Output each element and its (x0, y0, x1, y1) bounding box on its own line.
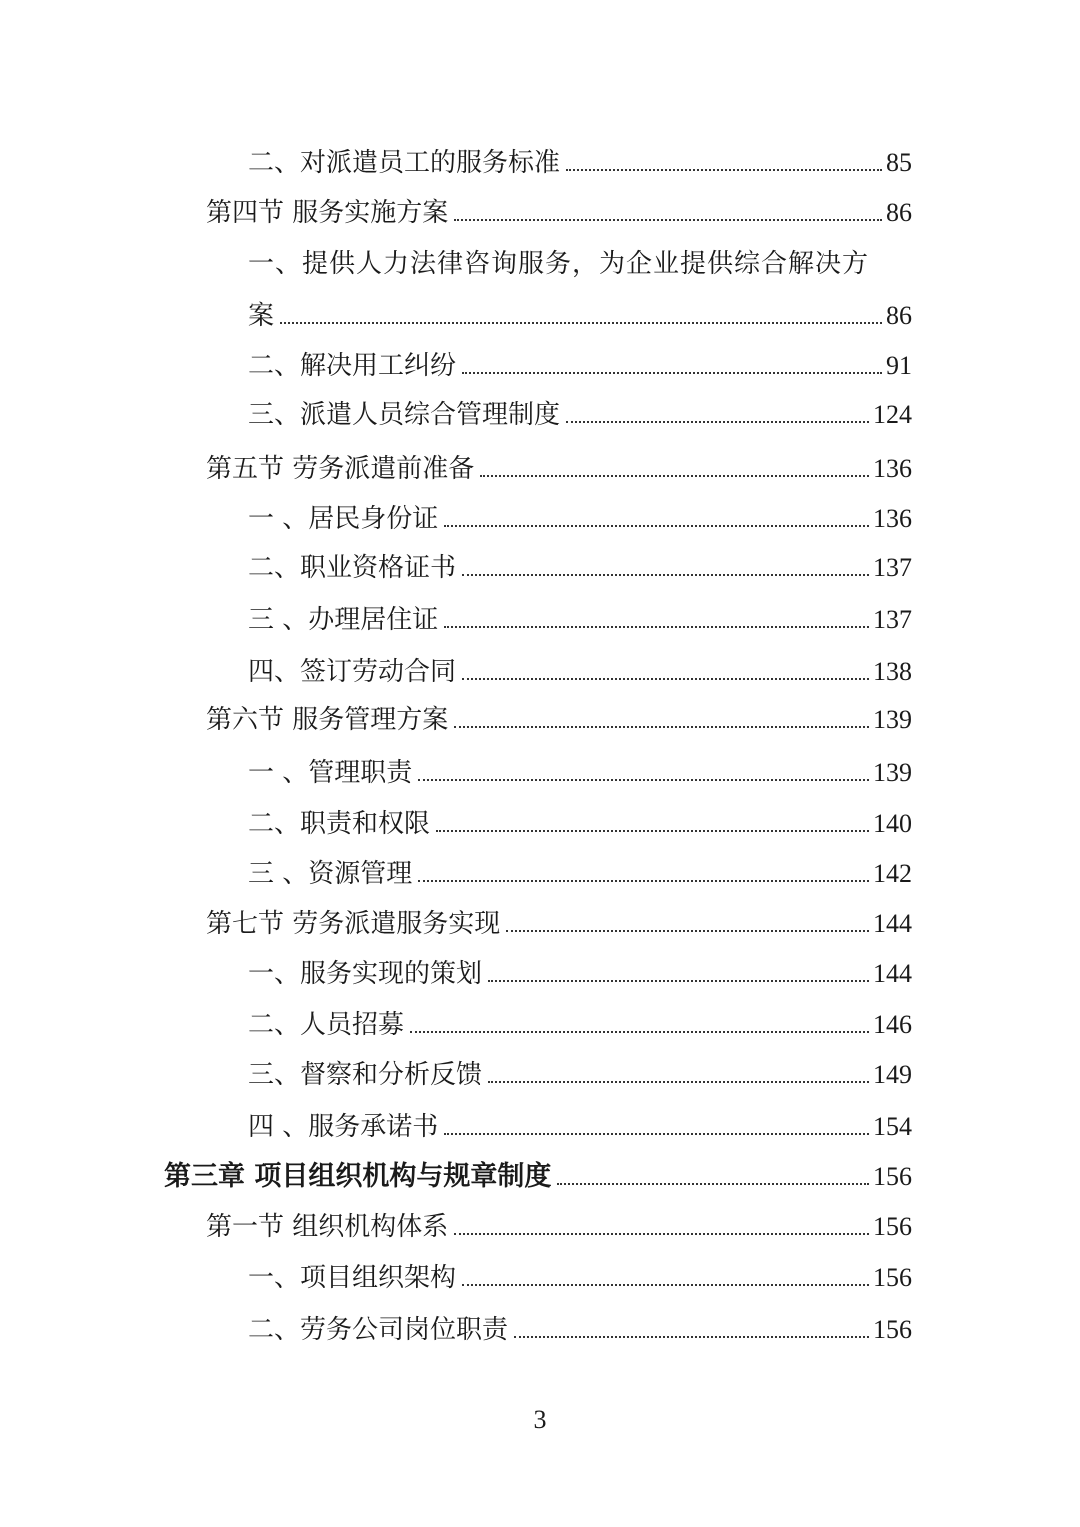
toc-entry-title: 第五节 劳务派遣前准备 (206, 454, 475, 484)
toc-entry-page: 124 (873, 400, 912, 429)
toc-entry-title: 第四节 服务实施方案 (206, 198, 449, 228)
toc-entry-page: 137 (873, 605, 912, 634)
toc-entry-title: 一、服务实现的策划 (248, 959, 483, 989)
toc-entry-page: 144 (873, 909, 912, 938)
toc-section-entry[interactable] (206, 452, 912, 486)
dot-leader (462, 678, 869, 680)
dot-leader (280, 322, 882, 324)
dot-leader (454, 219, 882, 221)
toc-entry-title: 第七节 劳务派遣服务实现 (206, 909, 501, 939)
dot-leader (454, 1233, 869, 1235)
toc-entry-page: 138 (873, 657, 912, 686)
dot-leader (462, 574, 869, 576)
toc-entry-page: 142 (873, 859, 912, 888)
toc-entry[interactable] (248, 299, 912, 333)
toc-entry-title: 第六节 服务管理方案 (206, 705, 449, 735)
toc-section-entry[interactable] (206, 1210, 912, 1244)
dot-leader (480, 475, 869, 477)
dot-leader (418, 779, 869, 781)
toc-entry[interactable] (248, 957, 912, 991)
toc-entry-title: 二、职责和权限 (248, 809, 431, 839)
toc-entry-page: 156 (873, 1263, 912, 1292)
toc-entry-page: 156 (873, 1315, 912, 1344)
dot-leader (418, 880, 869, 882)
toc-entry[interactable] (248, 398, 912, 432)
toc-entry-page: 86 (886, 301, 912, 330)
toc-entry-page: 136 (873, 454, 912, 483)
dot-leader (462, 1284, 869, 1286)
toc-entry-title-line2: 案 (248, 301, 275, 331)
toc-section-entry[interactable] (206, 907, 912, 941)
toc-entry-page: 140 (873, 809, 912, 838)
toc-entry-page: 85 (886, 148, 912, 177)
toc-entry-page: 146 (873, 1010, 912, 1039)
toc-entry-page: 149 (873, 1060, 912, 1089)
toc-entry-title: 一 、居民身份证 (248, 504, 439, 534)
toc-section-entry[interactable] (206, 703, 912, 737)
dot-leader (444, 1133, 869, 1135)
toc-entry-title: 三 、资源管理 (248, 859, 413, 889)
toc-entry[interactable] (248, 807, 912, 841)
toc-entry-title: 三、派遣人员综合管理制度 (248, 400, 561, 430)
toc-entry-page: 86 (886, 198, 912, 227)
toc-entry-title: 三 、办理居住证 (248, 605, 439, 635)
toc-entry[interactable] (248, 1008, 912, 1042)
toc-entry-title: 第三章 项目组织机构与规章制度 (164, 1161, 552, 1192)
toc-entry-page: 154 (873, 1112, 912, 1141)
toc-entry-page: 139 (873, 758, 912, 787)
toc-entry[interactable] (248, 1313, 912, 1347)
toc-entry-page: 139 (873, 705, 912, 734)
toc-entry[interactable] (248, 551, 912, 585)
page-number: 3 (533, 1405, 547, 1434)
dot-leader (488, 1081, 869, 1083)
dot-leader (506, 930, 869, 932)
dot-leader (410, 1031, 869, 1033)
dot-leader (488, 980, 869, 982)
dot-leader (436, 830, 869, 832)
toc-chapter-entry[interactable] (164, 1160, 912, 1194)
toc-entry-title-line1[interactable]: 一、提供人力法律咨询服务，为企业提供综合解决方 (248, 249, 870, 279)
toc-entry-title: 四 、服务承诺书 (248, 1112, 439, 1142)
toc-entry-page: 137 (873, 553, 912, 582)
toc-entry-title: 三、督察和分析反馈 (248, 1060, 483, 1090)
toc-entry[interactable] (248, 1058, 912, 1092)
toc-entry-title: 二、人员招募 (248, 1010, 405, 1040)
toc-entry[interactable] (248, 1261, 912, 1295)
toc-entry[interactable] (248, 756, 912, 790)
dot-leader (514, 1336, 869, 1338)
toc-entry[interactable] (248, 502, 912, 536)
toc-section-entry[interactable] (206, 196, 912, 230)
toc-entry-page: 156 (873, 1162, 912, 1191)
dot-leader (557, 1183, 869, 1185)
toc-entry-page: 156 (873, 1212, 912, 1241)
dot-leader (454, 726, 869, 728)
toc-entry-title: 四、签订劳动合同 (248, 657, 457, 687)
toc-entry-title: 二、对派遣员工的服务标准 (248, 148, 561, 178)
dot-leader (444, 626, 869, 628)
toc-entry-title: 二、解决用工纠纷 (248, 351, 457, 381)
toc-entry-page: 144 (873, 959, 912, 988)
toc-entry[interactable] (248, 857, 912, 891)
toc-entry-title: 二、劳务公司岗位职责 (248, 1315, 509, 1345)
toc-entry-page: 91 (886, 351, 912, 380)
toc-entry[interactable] (248, 603, 912, 637)
toc-entry[interactable] (248, 655, 912, 689)
toc-entry[interactable] (248, 146, 912, 180)
dot-leader (462, 372, 882, 374)
toc-entry-title: 一 、管理职责 (248, 758, 413, 788)
dot-leader (444, 525, 869, 527)
toc-entry-title: 第一节 组织机构体系 (206, 1212, 449, 1242)
toc-entry-title: 一、项目组织架构 (248, 1263, 457, 1293)
dot-leader (566, 421, 869, 423)
toc-entry[interactable] (248, 349, 912, 383)
toc-entry[interactable] (248, 1110, 912, 1144)
dot-leader (566, 169, 882, 171)
toc-entry-page: 136 (873, 504, 912, 533)
toc-entry-title: 二、职业资格证书 (248, 553, 457, 583)
